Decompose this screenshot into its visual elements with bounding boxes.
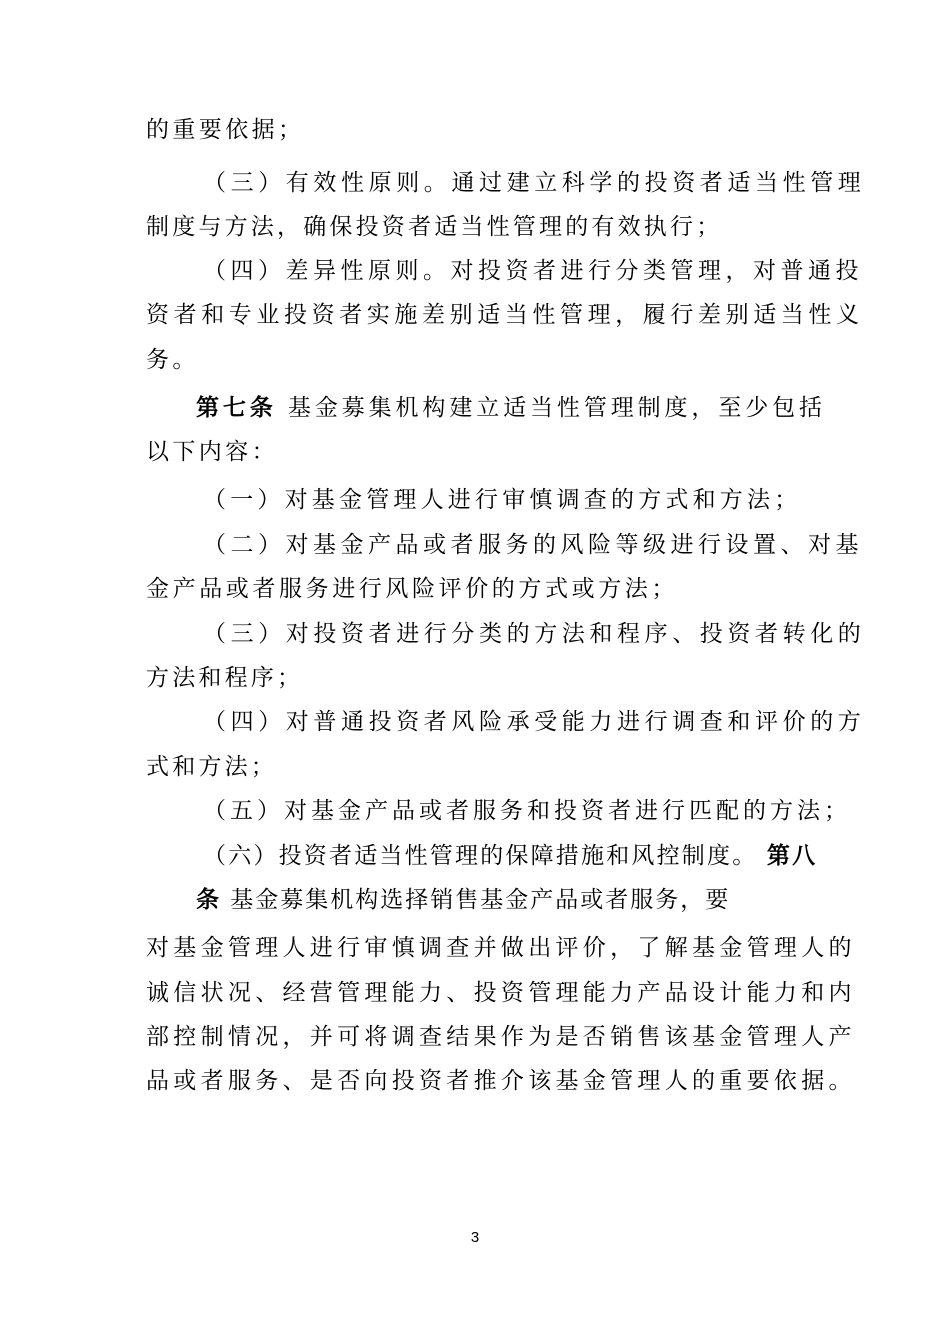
article-8-heading-line (196, 885, 730, 915)
article-8-label-start: 第八 (766, 843, 818, 869)
text-line: 品或者服务、是否向投资者推介该基金管理人的重要依据。 (146, 1068, 856, 1094)
list-item: （三）对投资者进行分类的方法和程序、投资者转化的 (203, 621, 866, 647)
text-line: 资者和专业投资者实施差别适当性管理，履行差别适当性义 (146, 302, 864, 328)
list-item-text: （六）投资者适当性管理的保障措施和风控制度。 (203, 843, 767, 869)
text-line: 诚信状况、经营管理能力、投资管理能力产品设计能力和内 (146, 980, 856, 1006)
article-8-text: 基金募集机构选择销售基金产品或者服务，要 (221, 887, 731, 913)
article-7-text: 基金募集机构建立适当性管理制度，至少包括 (276, 395, 826, 421)
text-line: 式和方法； (146, 754, 277, 780)
text-line: 对基金管理人进行审慎调查并做出评价，了解基金管理人的 (146, 935, 856, 961)
text-line: 制度与方法，确保投资者适当性管理的有效执行； (146, 214, 723, 240)
list-item: （二）对基金产品或者服务的风险等级进行设置、对基 (203, 532, 863, 558)
text-line: （四）差异性原则。对投资者进行分类管理，对普通投 (203, 258, 863, 284)
text-line: 以下内容： (146, 439, 278, 465)
text-line: 金产品或者服务进行风险评价的方式或方法； (146, 576, 678, 602)
article-7-heading-line (196, 393, 826, 423)
list-item: （一）对基金管理人进行审慎调查的方式和方法； (203, 487, 802, 513)
list-item: （四）对普通投资者风险承受能力进行调查和评价的方 (203, 709, 866, 735)
article-8-label-end: 条 (196, 887, 221, 913)
list-item (203, 841, 817, 871)
text-line: 方法和程序； (146, 665, 304, 691)
text-line: 部控制情况，并可将调查结果作为是否销售该基金管理人产 (146, 1024, 856, 1050)
text-line: （三）有效性原则。通过建立科学的投资者适当性管理 (203, 170, 866, 196)
page-number: 3 (470, 1229, 480, 1246)
list-item: （五）对基金产品或者服务和投资者进行匹配的方法； (203, 798, 851, 824)
article-7-label: 第七条 (196, 395, 277, 421)
text-line: 的重要依据； (146, 117, 305, 143)
text-line: 务。 (146, 347, 199, 373)
